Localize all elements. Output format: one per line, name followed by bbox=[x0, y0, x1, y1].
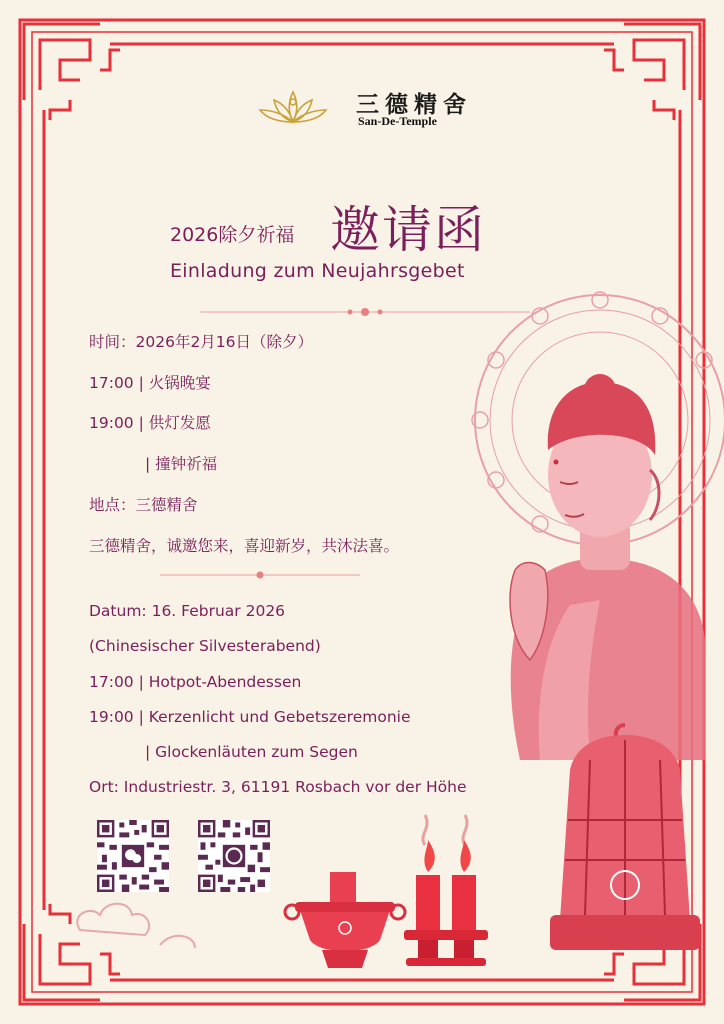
de-schedule-item-3: | Glockenläuten zum Segen bbox=[145, 743, 358, 761]
buddha-figure bbox=[510, 374, 705, 760]
de-date-line: Datum: 16. Februar 2026 bbox=[89, 602, 286, 620]
de-schedule-item-1: 17:00 | Hotpot-Abendessen bbox=[89, 673, 302, 691]
cn-invitation-line: 三德精舍，诚邀您来，喜迎新岁，共沐法喜。 bbox=[89, 537, 400, 555]
de-note-line: (Chinesischer Silvesterabend) bbox=[89, 637, 321, 655]
temple-name-english: San-De-Temple bbox=[358, 114, 437, 128]
temple-name-chinese: 三德精舍 bbox=[356, 91, 472, 118]
cn-schedule-item-2: 19:00 | 供灯发愿 bbox=[89, 414, 211, 432]
de-place-line: Ort: Industriestr. 3, 61191 Rosbach vor der Höhe bbox=[89, 778, 467, 796]
title-prefix: 2026除夕祈福 bbox=[170, 224, 295, 246]
candles-ornament bbox=[404, 815, 488, 966]
cn-schedule-item-3: | 撞钟祈福 bbox=[145, 455, 218, 473]
cn-date-line: 时间：2026年2月16日（除夕） bbox=[89, 333, 314, 351]
cn-schedule-item-1: 17:00 | 火锅晚宴 bbox=[89, 374, 211, 392]
page-title: 邀请函 bbox=[330, 201, 486, 259]
cn-place-line: 地点：三德精舍 bbox=[89, 496, 198, 514]
hotpot-ornament bbox=[285, 872, 405, 968]
de-schedule-item-2: 19:00 | Kerzenlicht und Gebetszeremonie bbox=[89, 708, 411, 726]
page-subtitle: Einladung zum Neujahrsgebet bbox=[170, 260, 465, 282]
cloud-ornament bbox=[77, 904, 195, 948]
